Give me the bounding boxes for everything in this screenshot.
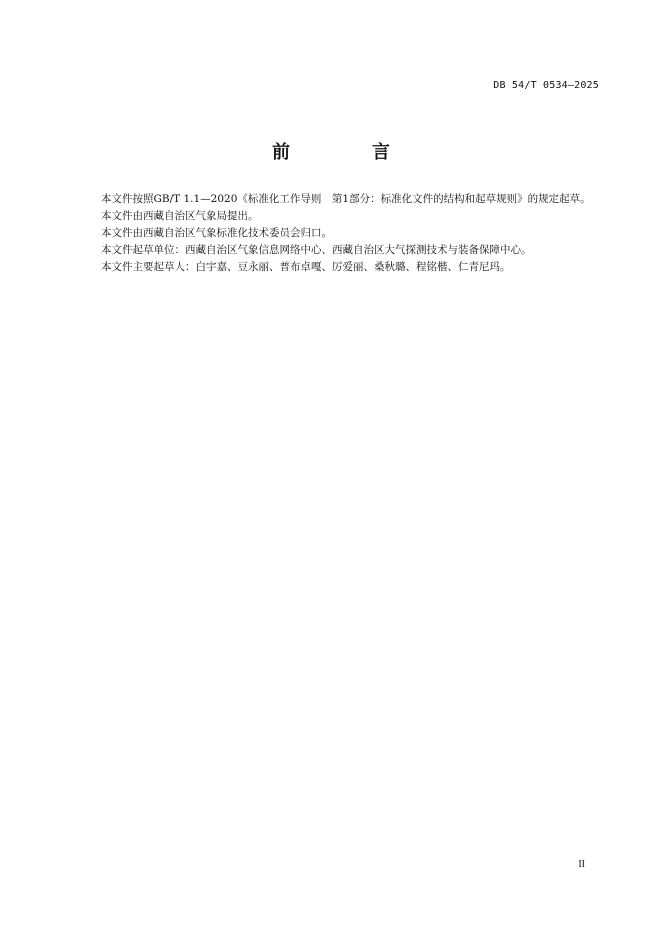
paragraph-drafters: 本文件主要起草人：白宇嘉、豆永丽、普布卓嘎、厉爱丽、桑秋璐、程铭楷、仁青尼玛。: [101, 261, 511, 273]
paragraph-drafting-units: 本文件起草单位：西藏自治区气象信息网络中心、西藏自治区大气探测技术与装备保障中心。: [101, 244, 532, 256]
paragraph-administrator: 本文件由西藏自治区气象标准化技术委员会归口。: [101, 227, 332, 239]
section-title-foreword: 前 言: [272, 142, 422, 163]
standard-code: DB 54/T 0534—2025: [493, 80, 599, 91]
paragraph-proposer: 本文件由西藏自治区气象局提出。: [101, 210, 259, 222]
foreword-body: [80, 192, 602, 277]
paragraph-drafting-basis: 本文件按照GB/T 1.1—2020《标准化工作导则 第1部分：标准化文件的结构和起草规则》的规定起草。: [101, 193, 591, 205]
page-number: II: [578, 859, 585, 870]
